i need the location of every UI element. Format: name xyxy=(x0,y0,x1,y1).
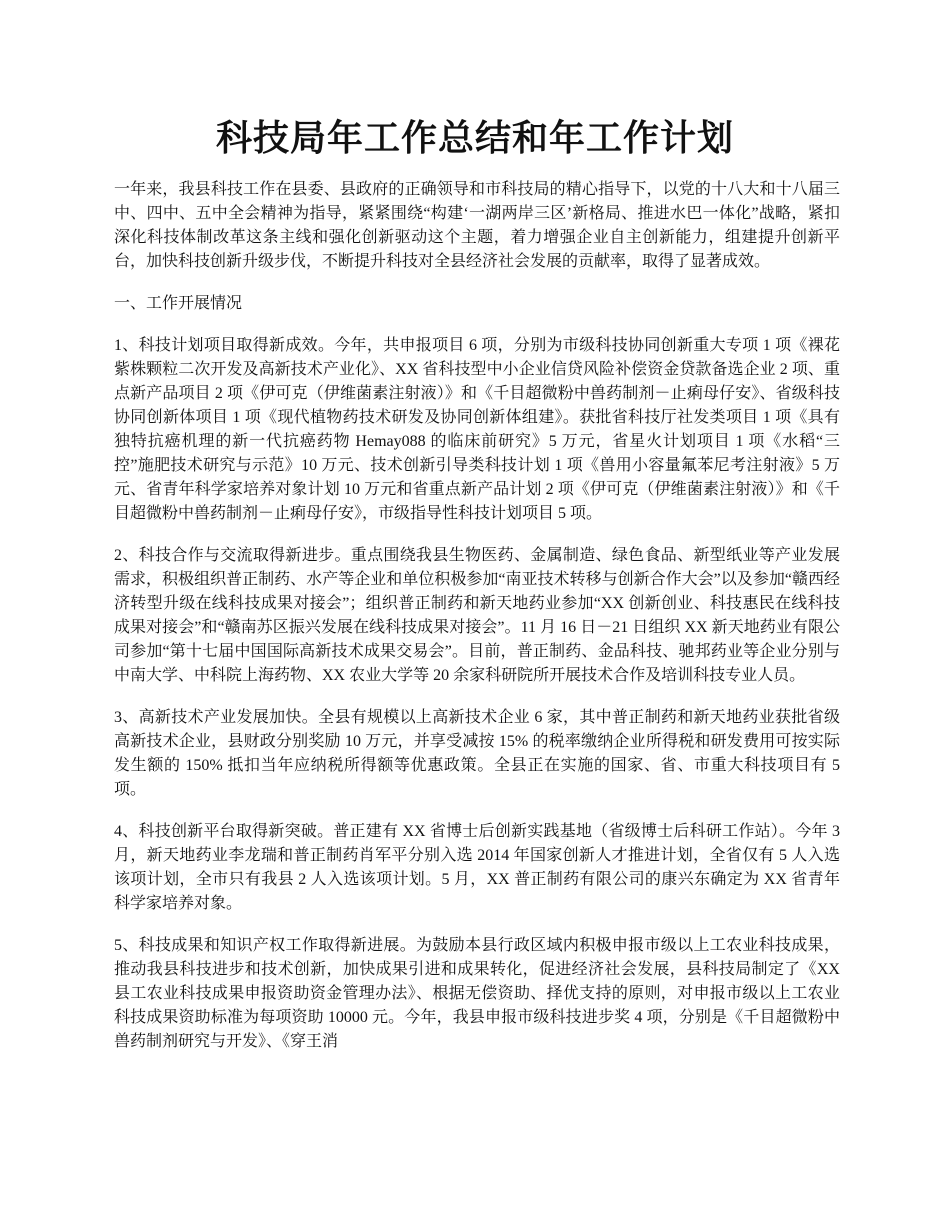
item-paragraph-5: 5、科技成果和知识产权工作取得新进展。为鼓励本县行政区域内积极申报市级以上工农业科技成果，推动我县科技进步和技术创新，加快成果引进和成果转化，促进经济社会发展，县科技局制定了《XX 县工农业科技成果申报资助资金管理办法》、根据无偿资助、择优支持的原则，对申报市级以上工农业科技成果资助标准为每项资助 10000 元。今年，我县申报市级科技进步奖 4 项，分别是《千目超微粉中兽药制剂研究与开发》、《穿王消 xyxy=(114,937,840,1050)
item-paragraph-4: 4、科技创新平台取得新突破。普正建有 XX 省博士后创新实践基地（省级博士后科研工作站）。今年 3 月，新天地药业李龙瑞和普正制药肖军平分别入选 2014 年国家创新人才推进计划，全省仅有 5 人入选该项计划，全市只有我县 2 人入选该项计划。5 月，XX 普正制药有限公司的康兴东确定为 XX 省青年科学家培养对象。 xyxy=(114,823,840,912)
item-paragraph-3: 3、高新技术产业发展加快。全县有规模以上高新技术企业 6 家，其中普正制药和新天地药业获批省级高新技术企业，县财政分别奖励 10 万元，并享受减按 15% 的税率缴纳企业所得税和研发费用可按实际发生额的 150% 抵扣当年应纳税所得额等优惠政策。全县正在实施的国家、省、市重大科技项目有 5 项。 xyxy=(114,709,840,798)
item-paragraph-1: 1、科技计划项目取得新成效。今年，共申报项目 6 项，分别为市级科技协同创新重大专项 1 项《裸花紫株颗粒二次开发及高新技术产业化》、XX 省科技型中小企业信贷风险补偿资金贷款备选企业 2 项、重点新产品项目 2 项《伊可克（伊维菌素注射液）》和《千目超微粉中兽药制剂－止痢母仔安》、省级科技协同创新体项目 1 项《现代植物药技术研发及协同创新体组建》。获批省科技厅社发类项目 1 项《具有独特抗癌机理的新一代抗癌药物 Hemay088 的临床前研究》5 万元，省星火计划项目 1 项《水稻“三控”施肥技术研究与示范》10 万元、技术创新引导类科技计划 1 项《兽用小容量氟苯尼考注射液》5 万元、省青年科学家培养对象计划 10 万元和省重点新产品计划 2 项《伊可克（伊维菌素注射液）》和《千目超微粉中兽药制剂－止痢母仔安》，市级指导性科技计划项目 5 项。 xyxy=(114,337,840,522)
item-paragraph-2: 2、科技合作与交流取得新进步。重点围绕我县生物医药、金属制造、绿色食品、新型纸业等产业发展需求，积极组织普正制药、水产等企业和单位积极参加“南亚技术转移与创新合作大会”以及参加“赣西经济转型升级在线科技成果对接会”；组织普正制药和新天地药业参加“XX 创新创业、科技惠民在线科技成果对接会”和“赣南苏区振兴发展在线科技成果对接会”。11 月 16 日－21 日组织 XX 新天地药业有限公司参加“第十七届中国国际高新技术成果交易会”。目前，普正制药、金品科技、驰邦药业等企业分别与中南大学、中科院上海药物、XX 农业大学等 20 余家科研院所开展技术合作及培训科技专业人员。 xyxy=(114,547,840,684)
intro-paragraph: 一年来，我县科技工作在县委、县政府的正确领导和市科技局的精心指导下，以党的十八大和十八届三中、四中、五中全会精神为指导，紧紧围绕“构建‘一湖两岸三区’新格局、推进水巴一体化”战略，紧扣深化科技体制改革这条主线和强化创新驱动这个主题，着力增强企业自主创新能力，组建提升创新平台，加快科技创新升级步伐，不断提升科技对全县经济社会发展的贡献率，取得了显著成效。 xyxy=(114,181,840,270)
section-heading: 一、工作开展情况 xyxy=(114,295,243,312)
document-title: 科技局年工作总结和年工作计划 xyxy=(215,118,734,158)
document-body xyxy=(114,178,840,1072)
